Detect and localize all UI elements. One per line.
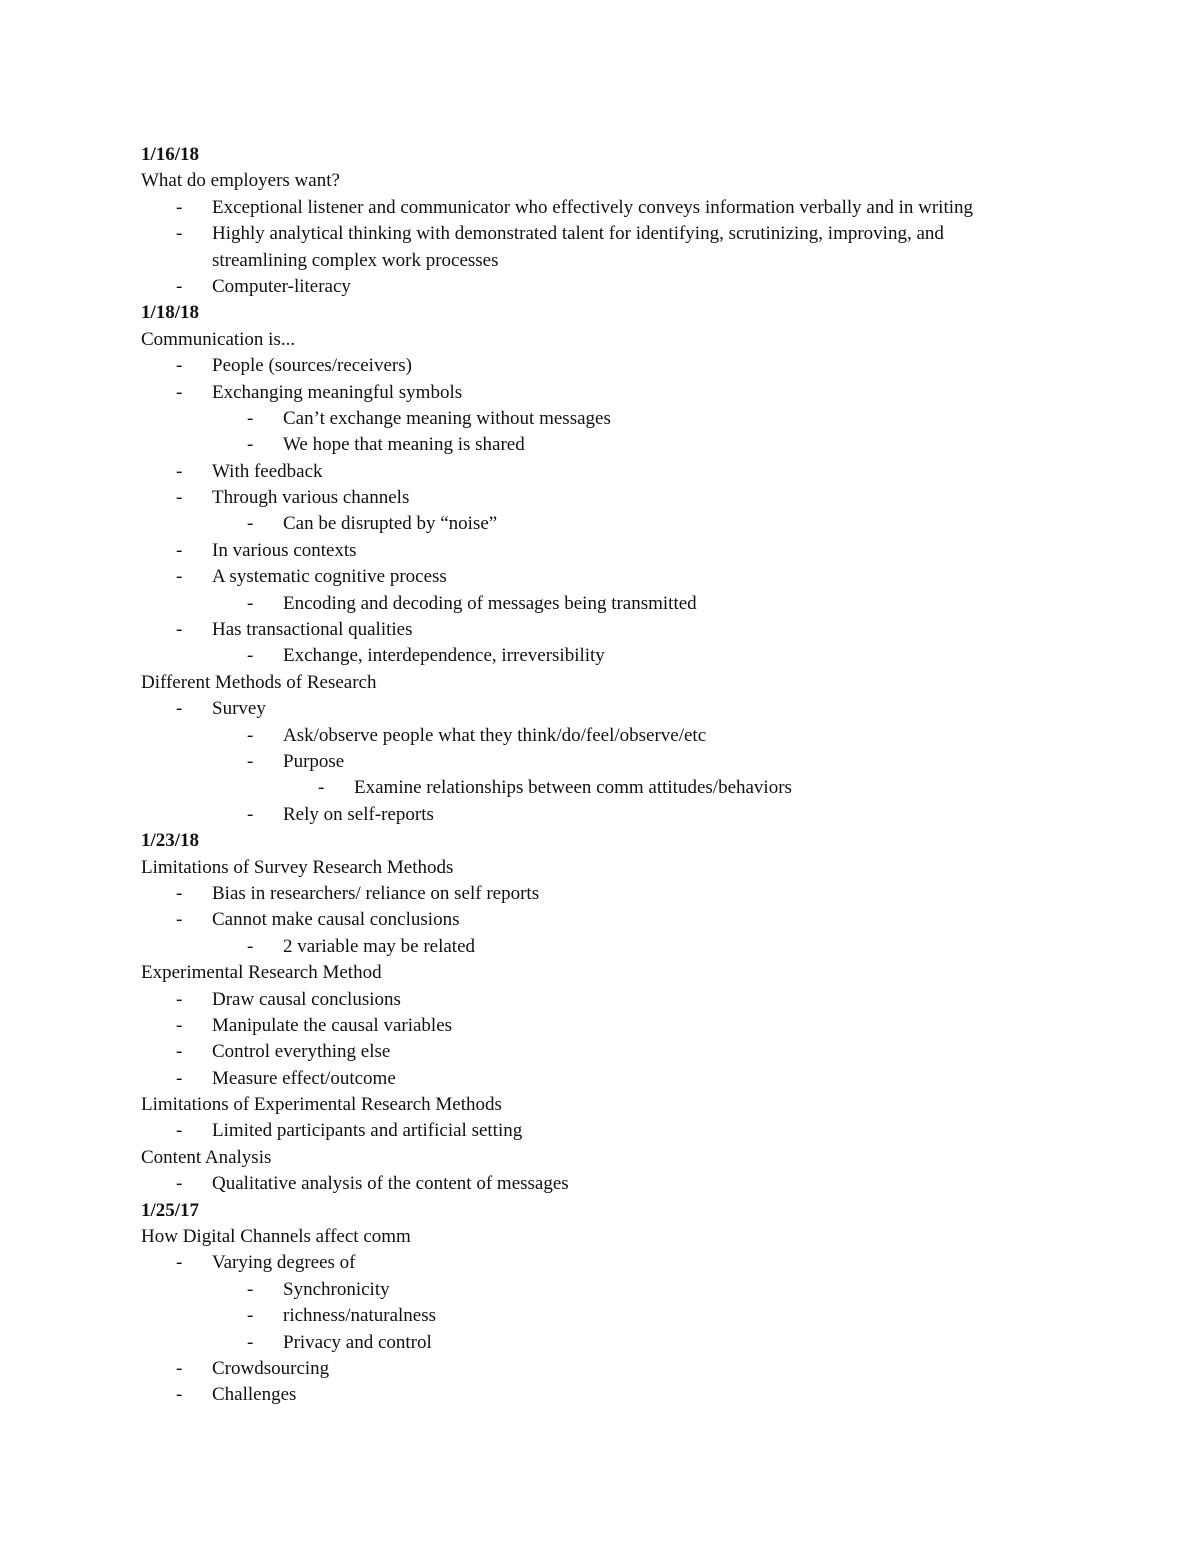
- bullet-item: [0, 881, 1200, 907]
- bullet-dash: -: [176, 460, 183, 482]
- bullet-dash: -: [247, 513, 254, 535]
- bullet-dash: -: [247, 1278, 254, 1300]
- line-text: Bias in researchers/ reliance on self reports: [212, 882, 540, 904]
- bullet-item: [0, 643, 1200, 669]
- bullet-dash: -: [176, 882, 183, 904]
- bullet-dash: -: [176, 1384, 183, 1406]
- bullet-item: [0, 248, 1200, 274]
- line-text: Manipulate the causal variables: [212, 1014, 453, 1036]
- bullet-item: [0, 1303, 1200, 1329]
- bullet-dash: -: [176, 1120, 183, 1142]
- bullet-item: [0, 221, 1200, 247]
- bullet-dash: -: [247, 1331, 254, 1353]
- bullet-dash: -: [176, 1173, 183, 1195]
- line-text: richness/naturalness: [283, 1305, 437, 1327]
- bullet-dash: -: [247, 803, 254, 825]
- bullet-dash: -: [176, 988, 183, 1010]
- line-text: Can be disrupted by “noise”: [283, 513, 498, 535]
- line-text: Qualitative analysis of the content of messages: [212, 1173, 569, 1195]
- bullet-dash: -: [247, 1305, 254, 1327]
- line-text: Examine relationships between comm attitudes/behaviors: [354, 777, 792, 799]
- bullet-dash: -: [247, 434, 254, 456]
- line-text: Crowdsourcing: [212, 1357, 330, 1379]
- bullet-dash: -: [176, 566, 183, 588]
- bullet-item: [0, 1330, 1200, 1356]
- bullet-dash: -: [176, 381, 183, 403]
- section-heading: [0, 960, 1200, 986]
- line-text: Has transactional qualities: [212, 619, 413, 641]
- bullet-item: [0, 485, 1200, 511]
- bullet-item: [0, 1118, 1200, 1144]
- bullet-dash: -: [176, 1357, 183, 1379]
- date-heading: [0, 1198, 1200, 1224]
- line-text: Rely on self-reports: [283, 803, 434, 825]
- bullet-dash: -: [247, 592, 254, 614]
- bullet-item: [0, 934, 1200, 960]
- line-text: Synchronicity: [283, 1278, 390, 1300]
- bullet-item: [0, 907, 1200, 933]
- line-text: Experimental Research Method: [141, 962, 382, 984]
- bullet-dash: -: [176, 275, 183, 297]
- line-text: Purpose: [283, 750, 345, 772]
- bullet-dash: -: [247, 407, 254, 429]
- bullet-dash: -: [176, 223, 183, 245]
- date-heading: [0, 300, 1200, 326]
- bullet-item: [0, 1039, 1200, 1065]
- line-text: People (sources/receivers): [212, 355, 412, 377]
- bullet-item: [0, 775, 1200, 801]
- line-text: Computer-literacy: [212, 275, 351, 297]
- bullet-dash: -: [176, 698, 183, 720]
- line-text: Exchange, interdependence, irreversibility: [283, 645, 605, 667]
- bullet-item: [0, 1171, 1200, 1197]
- bullet-dash: -: [176, 1014, 183, 1036]
- line-text: Challenges: [212, 1384, 297, 1406]
- line-text: Through various channels: [212, 487, 410, 509]
- line-text: 1/18/18: [141, 302, 200, 324]
- bullet-item: [0, 617, 1200, 643]
- line-text: 1/23/18: [141, 830, 200, 852]
- bullet-dash: -: [247, 724, 254, 746]
- line-text: Cannot make causal conclusions: [212, 909, 460, 931]
- bullet-item: [0, 1013, 1200, 1039]
- bullet-item: [0, 802, 1200, 828]
- bullet-dash: -: [176, 1067, 183, 1089]
- line-text: Can’t exchange meaning without messages: [283, 407, 611, 429]
- line-text: Survey: [212, 698, 266, 720]
- line-text: 1/16/18: [141, 144, 200, 165]
- date-heading: [0, 828, 1200, 854]
- bullet-item: [0, 564, 1200, 590]
- line-text: Limitations of Survey Research Methods: [141, 856, 454, 878]
- bullet-item: [0, 459, 1200, 485]
- line-text: Privacy and control: [283, 1331, 432, 1353]
- bullet-dash: -: [176, 909, 183, 931]
- line-text: Content Analysis: [141, 1146, 272, 1168]
- document-page: [0, 142, 1200, 1409]
- bullet-item: [0, 1066, 1200, 1092]
- line-text: We hope that meaning is shared: [283, 434, 525, 456]
- line-text: 1/25/17: [141, 1199, 200, 1221]
- section-heading: [0, 327, 1200, 353]
- bullet-dash: -: [176, 196, 183, 218]
- bullet-item: [0, 696, 1200, 722]
- line-text: streamlining complex work processes: [212, 249, 499, 271]
- section-heading: [0, 1145, 1200, 1171]
- bullet-item: [0, 749, 1200, 775]
- line-text: Ask/observe people what they think/do/feel/observe/etc: [283, 724, 707, 746]
- line-text: Measure effect/outcome: [212, 1067, 396, 1089]
- line-text: Draw causal conclusions: [212, 988, 401, 1010]
- bullet-dash: -: [247, 750, 254, 772]
- bullet-dash: -: [247, 645, 254, 667]
- bullet-item: [0, 1382, 1200, 1408]
- bullet-dash: -: [176, 355, 183, 377]
- line-text: Communication is...: [141, 328, 296, 350]
- line-text: A systematic cognitive process: [212, 566, 447, 588]
- bullet-dash: -: [176, 539, 183, 561]
- bullet-item: [0, 432, 1200, 458]
- bullet-item: [0, 511, 1200, 537]
- bullet-item: [0, 538, 1200, 564]
- bullet-item: [0, 353, 1200, 379]
- bullet-dash: -: [247, 935, 254, 957]
- line-text: Encoding and decoding of messages being transmitted: [283, 592, 697, 614]
- bullet-item: [0, 1356, 1200, 1382]
- section-heading: [0, 1092, 1200, 1118]
- bullet-item: [0, 987, 1200, 1013]
- bullet-dash: -: [176, 1252, 183, 1274]
- bullet-item: [0, 1250, 1200, 1276]
- section-heading: [0, 670, 1200, 696]
- line-text: Control everything else: [212, 1041, 391, 1063]
- bullet-item: [0, 406, 1200, 432]
- line-text: In various contexts: [212, 539, 357, 561]
- line-text: Highly analytical thinking with demonstrated talent for identifying, scrutinizing, improving, and: [212, 223, 944, 245]
- section-heading: [0, 1224, 1200, 1250]
- line-text: 2 variable may be related: [283, 935, 476, 957]
- bullet-item: [0, 723, 1200, 749]
- line-text: How Digital Channels affect comm: [141, 1226, 411, 1248]
- bullet-dash: -: [318, 777, 325, 799]
- section-heading: [0, 855, 1200, 881]
- bullet-item: [0, 274, 1200, 300]
- line-text: What do employers want?: [141, 170, 340, 192]
- bullet-item: [0, 380, 1200, 406]
- line-text: Exchanging meaningful symbols: [212, 381, 463, 403]
- line-text: Limited participants and artificial setting: [212, 1120, 523, 1142]
- bullet-item: [0, 195, 1200, 221]
- bullet-dash: -: [176, 619, 183, 641]
- bullet-dash: -: [176, 487, 183, 509]
- bullet-item: [0, 591, 1200, 617]
- bullet-dash: -: [176, 1041, 183, 1063]
- line-text: Different Methods of Research: [141, 671, 377, 693]
- line-text: Varying degrees of: [212, 1252, 356, 1274]
- line-text: Limitations of Experimental Research Methods: [141, 1094, 502, 1116]
- date-heading: [0, 142, 1200, 168]
- line-text: Exceptional listener and communicator who effectively conveys information verbally and in writing: [212, 196, 974, 218]
- line-text: With feedback: [212, 460, 323, 482]
- section-heading: [0, 168, 1200, 194]
- bullet-item: [0, 1277, 1200, 1303]
